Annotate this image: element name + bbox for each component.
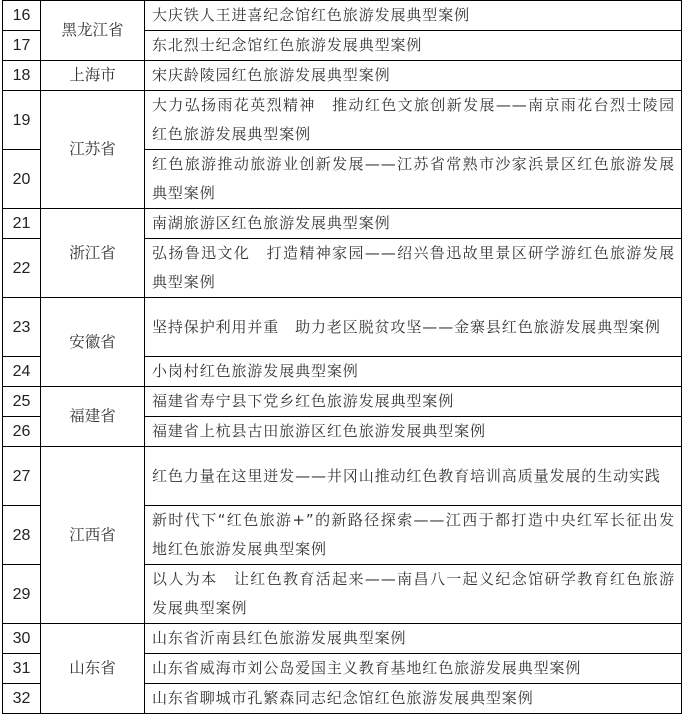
row-number: 25 bbox=[3, 387, 41, 417]
table-row bbox=[3, 447, 682, 506]
row-number: 27 bbox=[3, 447, 41, 506]
province-heilongjiang: 黑龙江省 bbox=[41, 1, 145, 61]
case-name: 山东省威海市刘公岛爱国主义教育基地红色旅游发展典型案例 bbox=[145, 654, 682, 684]
table-row bbox=[3, 209, 682, 239]
case-name: 大力弘扬雨花英烈精神 推动红色文旅创新发展——南京雨花台烈士陵园红色旅游发展典型案例 bbox=[145, 91, 682, 150]
row-number: 18 bbox=[3, 61, 41, 91]
table-row bbox=[3, 387, 682, 417]
case-name: 以人为本 让红色教育活起来——南昌八一起义纪念馆研学教育红色旅游发展典型案例 bbox=[145, 565, 682, 624]
case-name: 新时代下“红色旅游+”的新路径探索——江西于都打造中央红军长征出发地红色旅游发展典型案例 bbox=[145, 506, 682, 565]
province-jiangsu: 江苏省 bbox=[41, 91, 145, 209]
case-name: 福建省上杭县古田旅游区红色旅游发展典型案例 bbox=[145, 417, 682, 447]
row-number: 28 bbox=[3, 506, 41, 565]
row-number: 30 bbox=[3, 624, 41, 654]
red-tourism-cases-table bbox=[2, 0, 682, 714]
case-name: 坚持保护利用并重 助力老区脱贫攻坚——金寨县红色旅游发展典型案例 bbox=[145, 298, 682, 357]
row-number: 26 bbox=[3, 417, 41, 447]
table-row bbox=[3, 61, 682, 91]
province-jiangxi: 江西省 bbox=[41, 447, 145, 624]
row-number: 31 bbox=[3, 654, 41, 684]
province-shandong: 山东省 bbox=[41, 624, 145, 714]
province-fujian: 福建省 bbox=[41, 387, 145, 447]
row-number: 17 bbox=[3, 31, 41, 61]
row-number: 23 bbox=[3, 298, 41, 357]
case-name: 东北烈士纪念馆红色旅游发展典型案例 bbox=[145, 31, 682, 61]
case-name: 南湖旅游区红色旅游发展典型案例 bbox=[145, 209, 682, 239]
case-name: 大庆铁人王进喜纪念馆红色旅游发展典型案例 bbox=[145, 1, 682, 31]
case-name: 小岗村红色旅游发展典型案例 bbox=[145, 357, 682, 387]
row-number: 20 bbox=[3, 150, 41, 209]
table-row bbox=[3, 91, 682, 150]
case-name: 山东省沂南县红色旅游发展典型案例 bbox=[145, 624, 682, 654]
row-number: 19 bbox=[3, 91, 41, 150]
row-number: 29 bbox=[3, 565, 41, 624]
case-name: 弘扬鲁迅文化 打造精神家园——绍兴鲁迅故里景区研学游红色旅游发展典型案例 bbox=[145, 239, 682, 298]
table-row bbox=[3, 298, 682, 357]
case-name: 福建省寿宁县下党乡红色旅游发展典型案例 bbox=[145, 387, 682, 417]
province-zhejiang: 浙江省 bbox=[41, 209, 145, 298]
province-anhui: 安徽省 bbox=[41, 298, 145, 387]
case-name: 山东省聊城市孔繁森同志纪念馆红色旅游发展典型案例 bbox=[145, 684, 682, 714]
case-name: 红色旅游推动旅游业创新发展——江苏省常熟市沙家浜景区红色旅游发展典型案例 bbox=[145, 150, 682, 209]
province-shanghai: 上海市 bbox=[41, 61, 145, 91]
row-number: 16 bbox=[3, 1, 41, 31]
row-number: 21 bbox=[3, 209, 41, 239]
case-name: 宋庆龄陵园红色旅游发展典型案例 bbox=[145, 61, 682, 91]
row-number: 32 bbox=[3, 684, 41, 714]
case-name: 红色力量在这里迸发——井冈山推动红色教育培训高质量发展的生动实践 bbox=[145, 447, 682, 506]
table-row bbox=[3, 1, 682, 31]
row-number: 22 bbox=[3, 239, 41, 298]
row-number: 24 bbox=[3, 357, 41, 387]
table-row bbox=[3, 624, 682, 654]
